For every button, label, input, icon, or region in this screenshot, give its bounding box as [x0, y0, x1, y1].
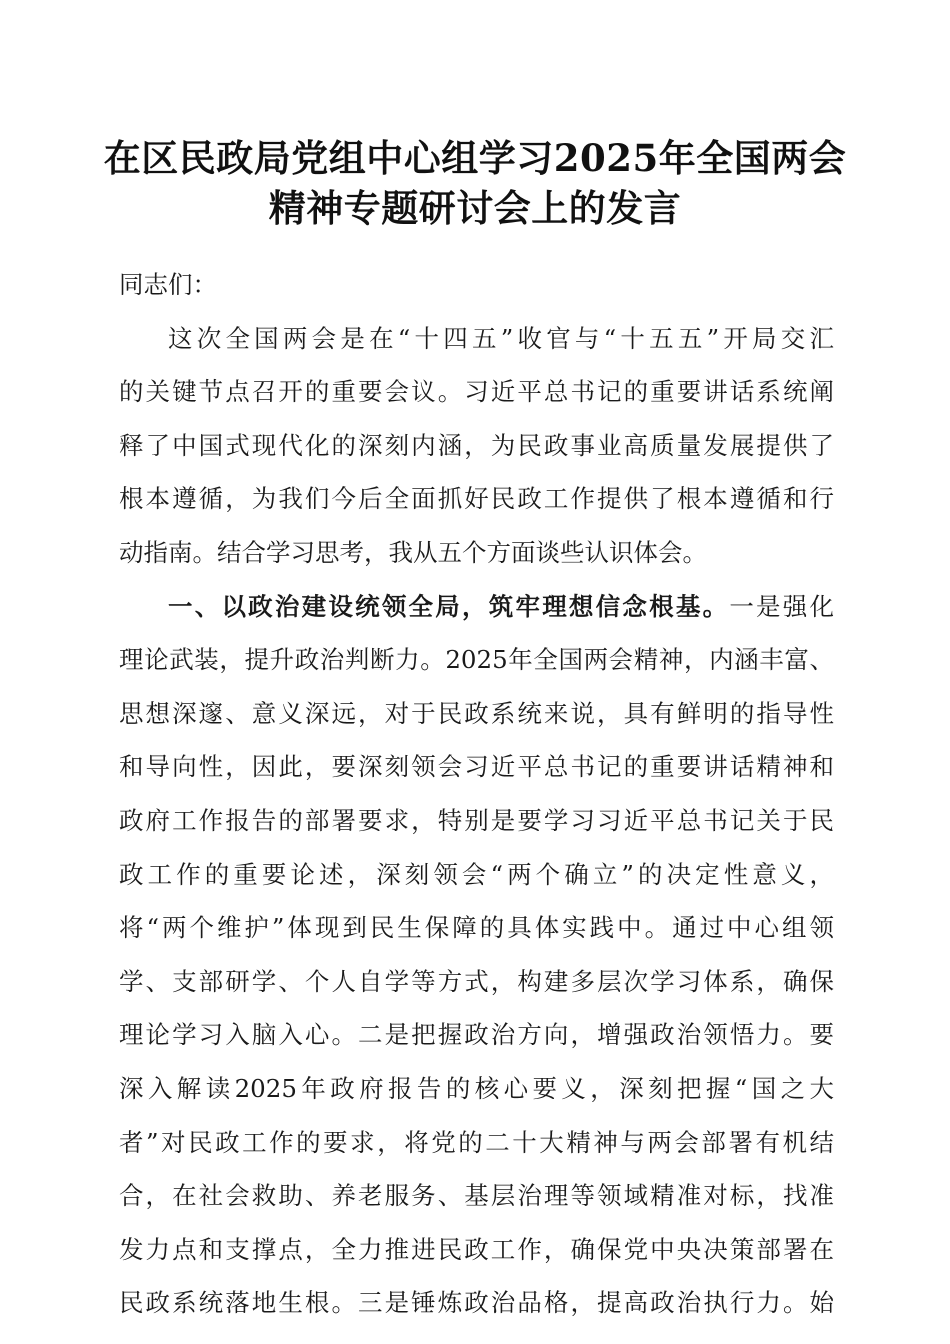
paragraph-2-line: 发力点和支撑点，全力推进民政工作，确保党中央决策部署在: [119, 1234, 834, 1264]
paragraph-1-line: 释了中国式现代化的深刻内涵，为民政事业高质量发展提供了: [119, 430, 834, 460]
title-line-2: 精神专题研讨会上的发言: [268, 186, 682, 230]
paragraph-2-line: 政府工作报告的部署要求，特别是要学习习近平总书记关于民: [119, 805, 834, 835]
salutation: 同志们：: [119, 270, 217, 299]
paragraph-2-line: 理论学习入脑入心。二是把握政治方向，增强政治领悟力。要: [119, 1020, 834, 1050]
paragraph-2-line: 深入解读2025年政府报告的核心要义，深刻把握“国之大: [119, 1073, 834, 1103]
paragraph-1-line: 的关键节点召开的重要会议。习近平总书记的重要讲话系统阐: [119, 377, 834, 407]
paragraph-2-line: 思想深邃、意义深远，对于民政系统来说，具有鲜明的指导性: [119, 698, 834, 728]
paragraph-2-first-line: [119, 580, 834, 634]
paragraph-2-line: 将“两个维护”体现到民生保障的具体实践中。通过中心组领: [119, 913, 834, 943]
paragraph-2-line: 民政系统落地生根。三是锤炼政治品格，提高政治执行力。始: [119, 1288, 834, 1318]
document-title: [100, 133, 850, 233]
paragraph-2-line: 者”对民政工作的要求，将党的二十大精神与两会部署有机结: [119, 1127, 834, 1157]
paragraph-2-line: 政工作的重要论述，深刻领会“两个确立”的决定性意义，: [119, 859, 834, 889]
paragraph-1-line: 这次全国两会是在“十四五”收官与“十五五”开局交汇: [168, 323, 834, 353]
paragraph-1-line: 根本遵循，为我们今后全面抓好民政工作提供了根本遵循和行: [119, 484, 834, 514]
paragraph-2-first-rest: 一是强化: [729, 591, 834, 621]
paragraph-1-line: 动指南。结合学习思考，我从五个方面谈些认识体会。: [119, 537, 707, 567]
paragraph-2-line: 和导向性，因此，要深刻领会习近平总书记的重要讲话精神和: [119, 752, 834, 782]
document-body: [119, 258, 834, 1330]
paragraph-2-line: 合，在社会救助、养老服务、基层治理等领域精准对标，找准: [119, 1181, 834, 1211]
title-line-1: 在区民政局党组中心组学习2025年全国两会: [103, 136, 847, 180]
paragraph-2-line: 理论武装，提升政治判断力。2025年全国两会精神，内涵丰富、: [119, 645, 834, 675]
section-heading: 一、以政治建设统领全局，筑牢理想信念根基。: [168, 591, 730, 621]
paragraph-2-line: 学、支部研学、个人自学等方式，构建多层次学习体系，确保: [119, 966, 834, 996]
